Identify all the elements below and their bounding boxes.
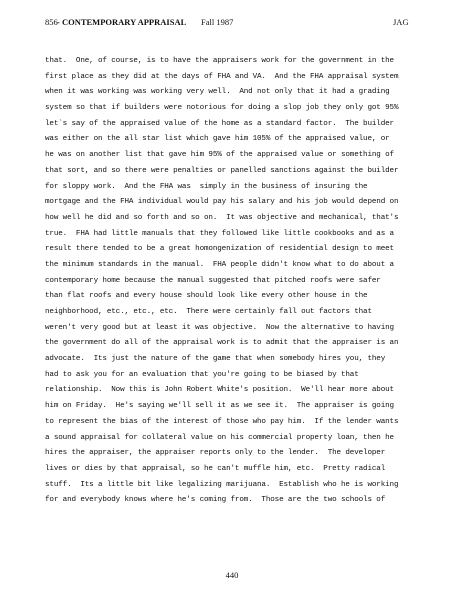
body-line: let`s say of the appraised value of the home as a standard factor. The builder (45, 119, 394, 128)
body-line: that sort, and so there were penalties or panelled sanctions against the builder (45, 166, 399, 175)
body-line: relationship. Now this is John Robert White's position. We'll hear more about (45, 386, 394, 395)
body-line: lives or dies by that appraisal, so he can't muffle him, etc. Pretty radical (45, 464, 386, 473)
header-page-number: 856 (45, 17, 58, 27)
body-line: for and everybody knows where he's coming from. Those are the two schools of (45, 496, 386, 505)
body-line: first place as they did at the days of FHA and VA. And the FHA appraisal system (45, 72, 399, 81)
transcript-body (45, 54, 445, 509)
header-author-initials: JAG (393, 17, 409, 27)
body-line: he was on another list that gave him 95% of the appraised value or something of (45, 151, 394, 160)
body-line: stuff. Its a little bit like legalizing marijuana. Establish who he is working (45, 480, 399, 489)
body-line: was either on the all star list which gave him 105% of the appraised value, or (45, 135, 390, 144)
body-line: for sloppy work. And the FHA was simply in the business of insuring the (45, 182, 368, 191)
body-line: weren't very good but at least it was objective. Now the alternative to having (45, 323, 394, 332)
body-line: advocate. Its just the nature of the game that when somebody hires you, they (45, 355, 386, 364)
body-line: result there tended to be a great homongenization of residential design to meet (45, 245, 394, 254)
body-line: had to ask you for an evaluation that you're going to be biased by that (45, 370, 359, 379)
header-issue: Fall 1987 (201, 17, 234, 27)
body-line: true. FHA had little manuals that they followed like little cookbooks and as a (45, 229, 394, 238)
running-header (45, 17, 464, 29)
body-line: hires the appraiser, the appraiser reports only to the lender. The developer (45, 449, 386, 458)
body-line: contemporary home because the manual suggested that pitched roofs were safer (45, 276, 381, 285)
header-publication-title: - CONTEMPORARY APPRAISAL (57, 17, 187, 27)
body-line: to represent the bias of the interest of those who pay him. If the lender wants (45, 417, 399, 426)
footer-page-number: 440 (225, 570, 239, 580)
body-line: the government do all of the appraisal work is to admit that the appraiser is an (45, 339, 399, 348)
body-line: when it was working was working very well. And not only that it had a grading (45, 88, 390, 97)
body-line: neighborhood, etc., etc., etc. There were certainly fall out factors that (45, 308, 372, 316)
body-line: system so that if builders were notorious for doing a slop job they only got 95% (45, 104, 399, 113)
body-line: mortgage and the FHA individual would pay his salary and his job would depend on (45, 198, 399, 207)
body-line: than flat roofs and every house should look like every other house in the (45, 292, 368, 301)
body-line: a sound appraisal for collateral value on his commercial property loan, then he (45, 433, 394, 442)
body-line: how well he did and so forth and so on. It was objective and mechanical, that's (45, 213, 399, 222)
body-line: that. One, of course, is to have the appraisers work for the government in the (45, 57, 394, 65)
body-line: him on Friday. He's saying we'll sell it as we see it. The appraiser is going (45, 402, 394, 411)
body-line: the minimum standards in the manual. FHA people didn't know what to do about a (45, 260, 394, 269)
